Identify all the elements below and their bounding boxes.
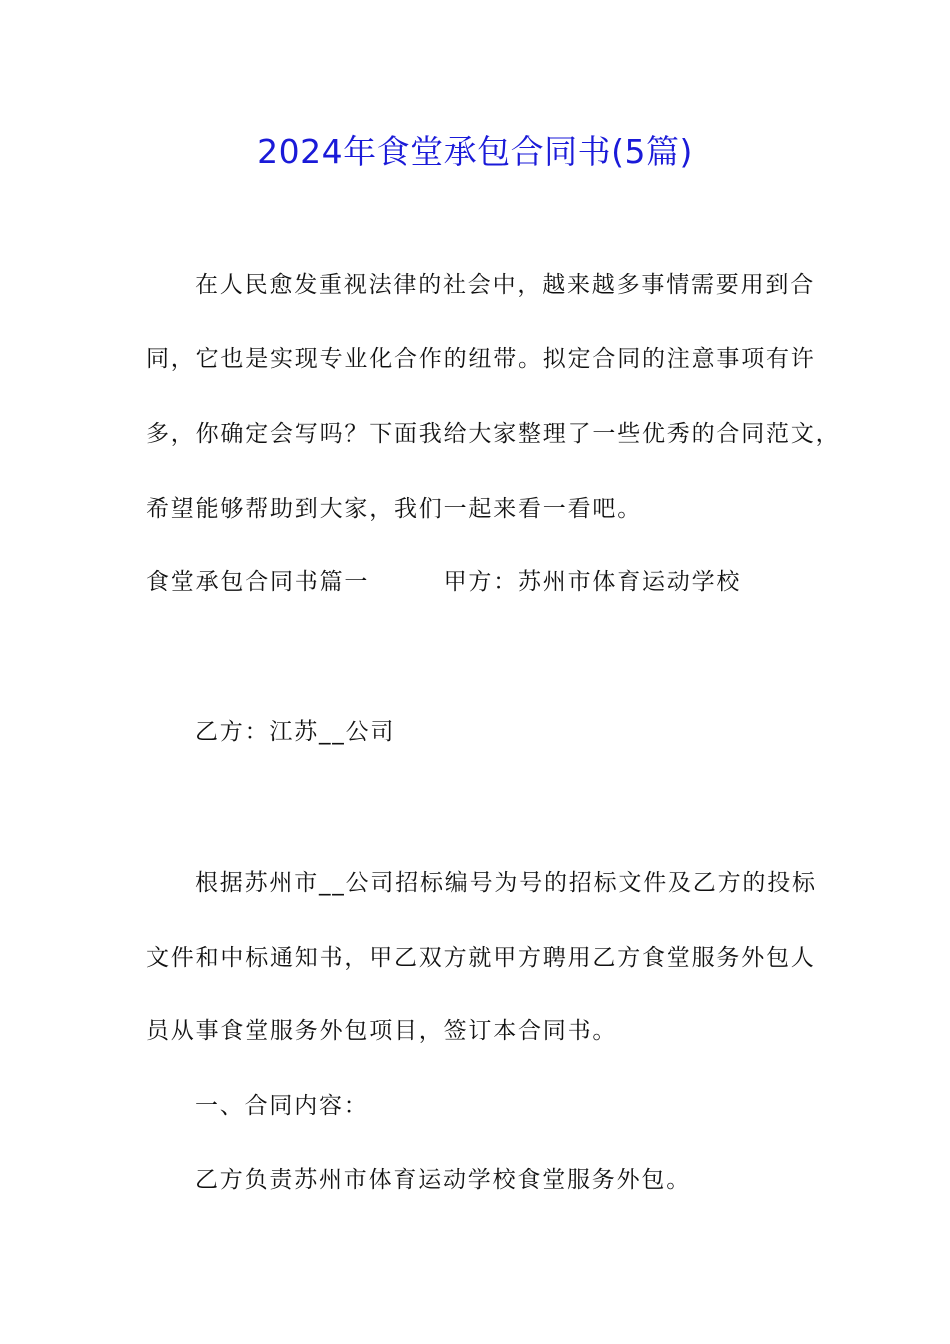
clause-body-line: 乙方负责苏州市体育运动学校食堂服务外包。 [195, 1167, 691, 1193]
party-b-line: 乙方：江苏__公司 [195, 719, 396, 745]
document-title: 2024年食堂承包合同书(5篇) [257, 132, 693, 171]
body-line-3: 员从事食堂服务外包项目，签订本合同书。 [146, 1018, 618, 1044]
body-line-2: 文件和中标通知书，甲乙双方就甲方聘用乙方食堂服务外包人 [146, 945, 816, 971]
intro-line-4: 希望能够帮助到大家，我们一起来看一看吧。 [146, 496, 642, 522]
intro-line-1: 在人民愈发重视法律的社会中，越来越多事情需要用到合 [195, 272, 815, 298]
intro-line-3: 多，你确定会写吗？下面我给大家整理了一些优秀的合同范文， [146, 421, 841, 447]
section-heading-party-a: 食堂承包合同书篇一 甲方：苏州市体育运动学校 [146, 569, 742, 595]
clause-heading: 一、合同内容： [195, 1093, 369, 1119]
body-line-1: 根据苏州市__公司招标编号为号的招标文件及乙方的投标 [195, 870, 817, 896]
intro-line-2: 同，它也是实现专业化合作的纽带。拟定合同的注意事项有许 [146, 346, 816, 372]
